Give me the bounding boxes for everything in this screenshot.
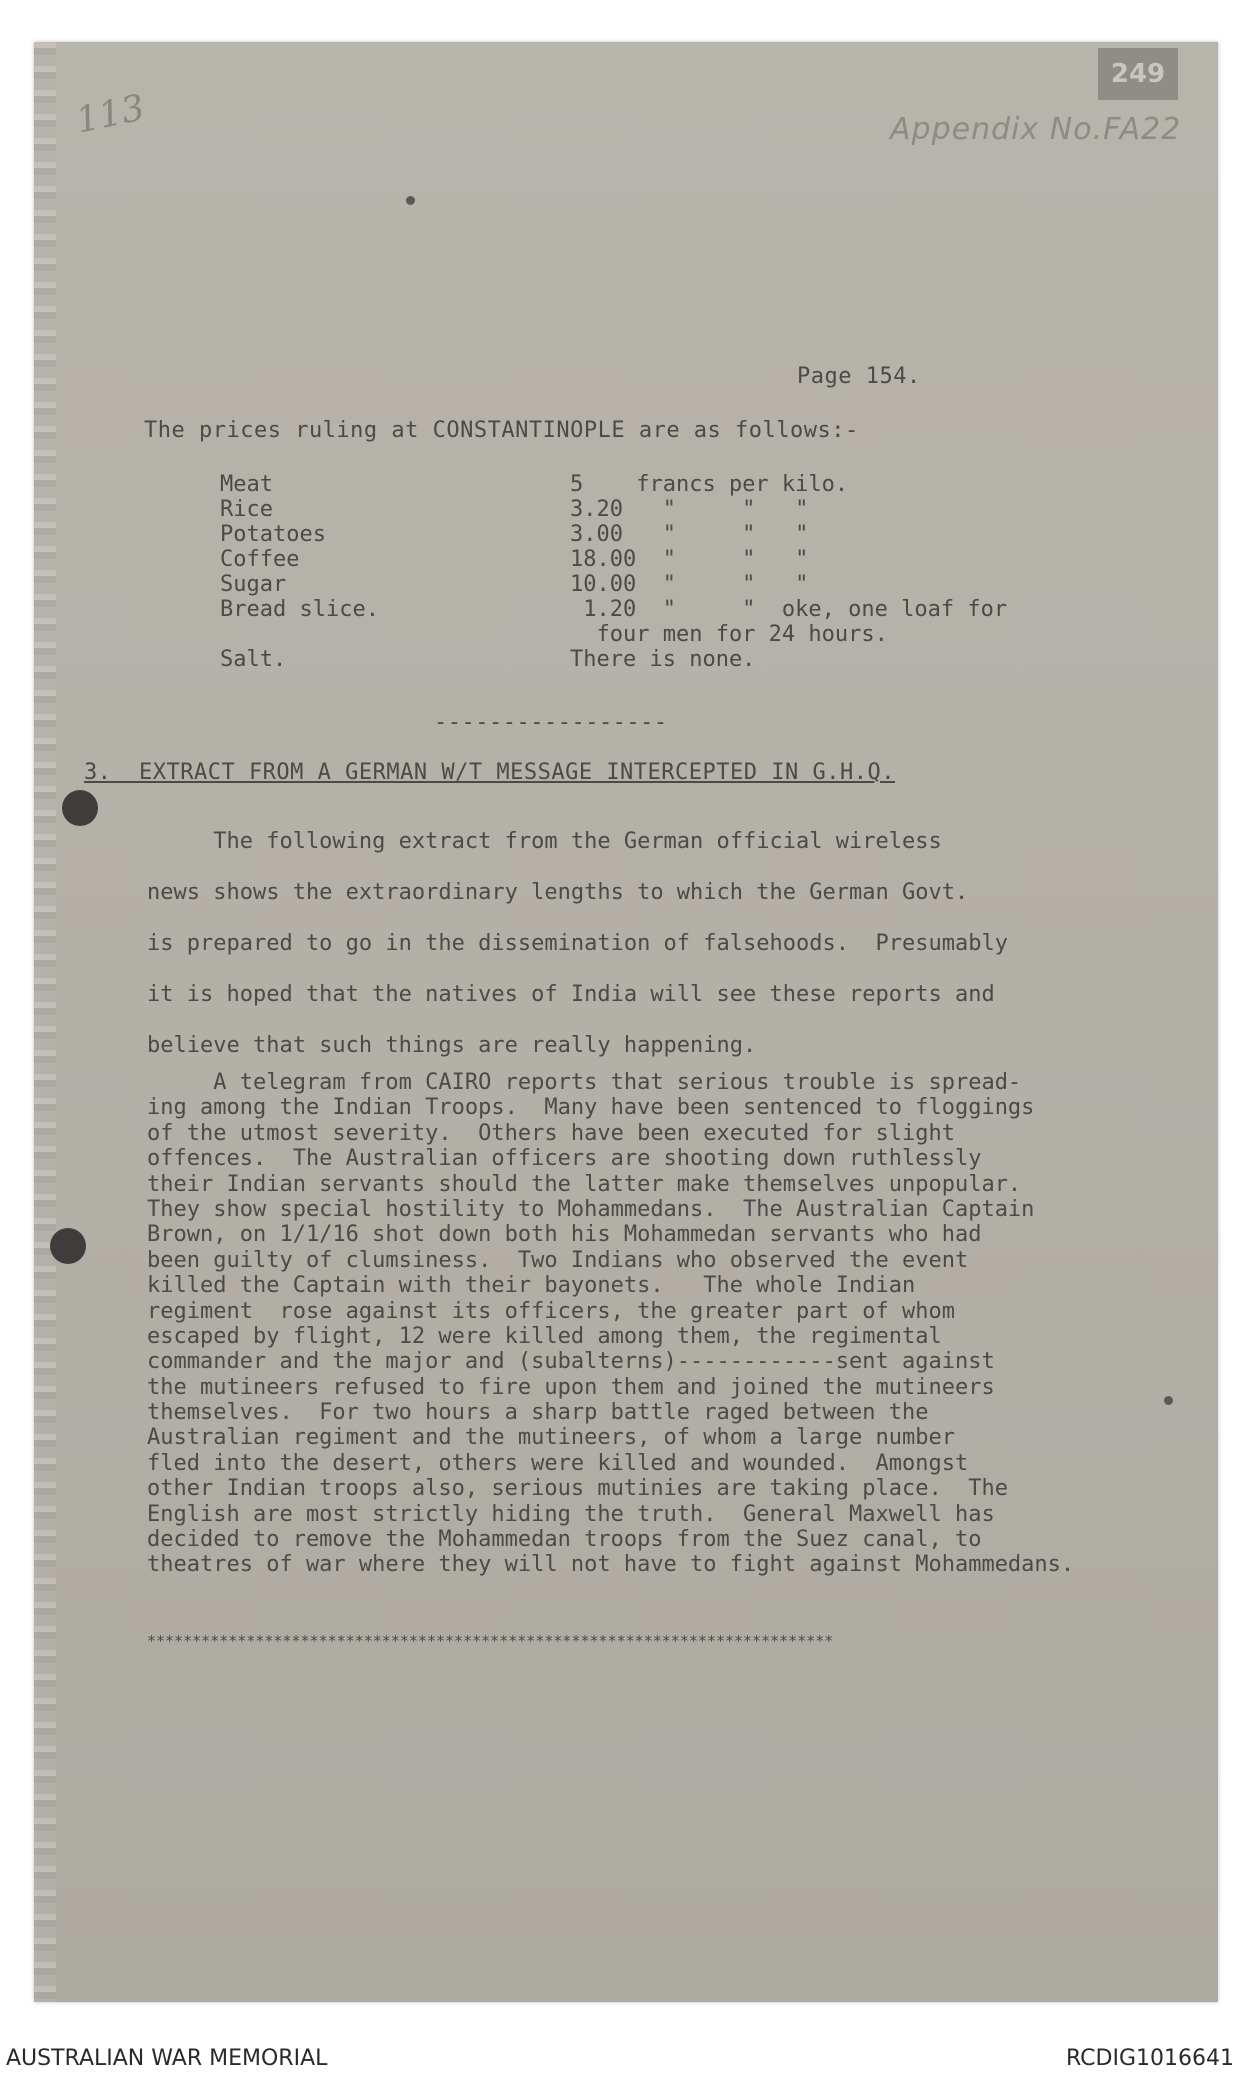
price-item: Sugar: [220, 572, 287, 597]
price-item: Coffee: [220, 547, 300, 572]
price-value: 5 francs per kilo.: [570, 472, 849, 497]
text-line: is prepared to go in the dissemination of falsehoods. Presumably: [147, 931, 1008, 956]
text-line: They show special hostility to Mohammedans. The Australian Captain: [147, 1196, 1035, 1222]
text-line: believe that such things are really happening.: [147, 1033, 757, 1058]
text-line: other Indian troops also, serious mutinies are taking place. The: [147, 1476, 1008, 1502]
folio-number: 249: [1098, 48, 1178, 100]
text-line: escaped by flight, 12 were killed among them, the regimental: [147, 1323, 942, 1349]
text-line: been guilty of clumsiness. Two Indians who observed the event: [147, 1247, 969, 1273]
end-rule: ****************************************************************************: [147, 1632, 834, 1650]
price-item: Potatoes: [220, 522, 326, 547]
price-item: Salt.: [220, 647, 287, 672]
text-line: decided to remove the Mohammedan troops from the Suez canal, to: [147, 1527, 982, 1553]
punch-hole-top: [62, 790, 98, 826]
text-line: A telegram from CAIRO reports that serious trouble is spread-: [147, 1070, 1022, 1095]
text-line: regiment rose against its officers, the greater part of whom: [147, 1298, 955, 1324]
price-value: 3.00 " " ": [570, 522, 809, 547]
price-value: There is none.: [570, 647, 756, 672]
text-line: Brown, on 1/1/16 shot down both his Mohammedan servants who had: [147, 1222, 982, 1248]
price-item: Rice: [220, 497, 273, 522]
text-line: commander and the major and (subalterns)------------sent against: [147, 1349, 995, 1375]
ink-spot: [406, 196, 415, 205]
text-line: of the utmost severity. Others have been executed for slight: [147, 1120, 955, 1146]
text-line: Australian regiment and the mutineers, of whom a large number: [147, 1425, 955, 1451]
appendix-stamp: Appendix No.FA22: [890, 112, 1182, 147]
text-line: killed the Captain with their bayonets. The whole Indian: [147, 1273, 916, 1299]
footer-institution: AUSTRALIAN WAR MEMORIAL: [6, 2046, 328, 2071]
price-value: 10.00 " " ": [570, 572, 809, 597]
paragraph-intro: [147, 816, 1187, 1071]
price-item: Bread slice.: [220, 597, 379, 622]
paragraph-telegram: [147, 1070, 1247, 1578]
text-line: it is hoped that the natives of India will see these reports and: [147, 982, 995, 1007]
text-line: the mutineers refused to fire upon them and joined the mutineers: [147, 1374, 995, 1400]
price-value: 3.20 " " ": [570, 497, 809, 522]
price-item: Meat: [220, 472, 273, 497]
text-line: fled into the desert, others were killed and wounded. Amongst: [147, 1450, 969, 1476]
page-number: Page 154.: [797, 364, 921, 389]
text-line: themselves. For two hours a sharp battle raged between the: [147, 1400, 929, 1426]
document-sheet: [34, 42, 1218, 2002]
prices-intro: The prices ruling at CONSTANTINOPLE are as follows:-: [144, 418, 859, 443]
section-heading: 3. EXTRACT FROM A GERMAN W/T MESSAGE INTERCEPTED IN G.H.Q.: [84, 760, 895, 785]
text-line: their Indian servants should the latter make themselves unpopular.: [147, 1171, 1022, 1197]
text-line: The following extract from the German official wireless: [147, 829, 942, 854]
footer-record-id: RCDIG1016641: [1065, 2046, 1234, 2071]
section-divider: -----------------: [434, 710, 668, 735]
price-value: 1.20 " " oke, one loaf for: [570, 597, 1008, 622]
price-value: 18.00 " " ": [570, 547, 809, 572]
handwritten-number: 113: [72, 87, 149, 142]
text-line: ing among the Indian Troops. Many have been sentenced to floggings: [147, 1095, 1035, 1121]
text-line: theatres of war where they will not have to fight against Mohammedans.: [147, 1552, 1075, 1578]
text-line: offences. The Australian officers are shooting down ruthlessly: [147, 1146, 982, 1172]
price-value: four men for 24 hours.: [570, 622, 888, 647]
text-line: news shows the extraordinary lengths to which the German Govt.: [147, 880, 969, 905]
text-line: English are most strictly hiding the truth. General Maxwell has: [147, 1501, 995, 1527]
punch-hole-bottom: [50, 1228, 86, 1264]
